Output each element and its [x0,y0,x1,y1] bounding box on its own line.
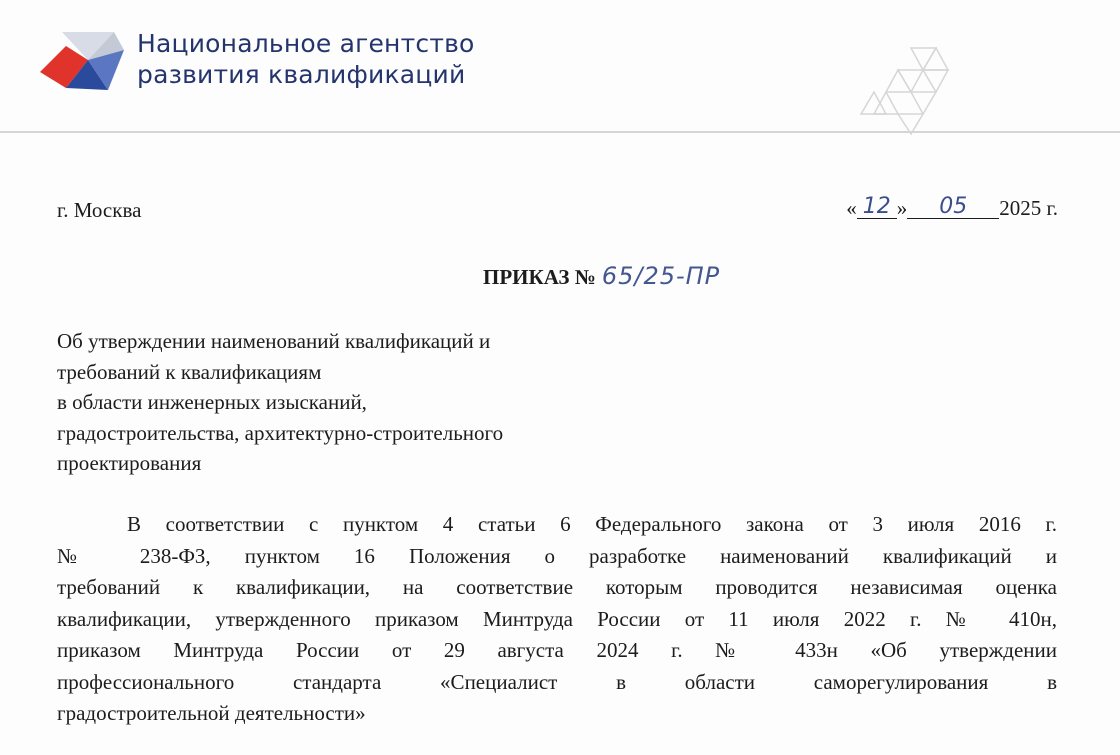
letterhead [0,0,1120,140]
triangle-lattice-icon [856,46,966,136]
order-number: 65/25-ПР [601,262,721,290]
body-line: В соответствии с пунктом 4 статьи 6 Федерального закона от 3 июля 2016 г. [127,512,1057,536]
subject-line: требований к квалификациям [57,359,322,384]
subject-line: градостроительства, архитектурно-строительного [57,420,504,445]
body-line: № 238-ФЗ, пунктом 16 Положения о разработке наименований квалификаций и [57,543,1057,568]
order-heading [483,262,720,290]
body-line: градостроительной деятельности» [57,701,366,725]
organization-name-line2: развития квалификаций [137,60,466,89]
nark-logo-icon [36,26,126,102]
header-divider [0,131,1120,133]
body-line: профессионального стандарта «Специалист в области саморегулирования в [57,669,1057,694]
order-date [846,196,1058,221]
place: г. Москва [57,198,142,222]
organization-name [137,28,475,90]
order-subject [57,326,503,479]
order-body [57,509,1057,730]
date-open-quote: « [846,196,857,220]
date-day: 12 [857,196,897,219]
subject-line: в области инженерных изысканий, [57,390,367,414]
body-line: квалификации, утвержденного приказом Минтруда России от 11 июля 2022 г. № 410н, [57,606,1057,631]
date-year: 2025 г. [999,196,1058,220]
organization-name-line1: Национальное агентство [137,29,475,58]
body-line: требований к квалификации, на соответствие которым проводится независимая оценка [57,575,1057,599]
body-line: приказом Минтруда России от 29 августа 2024 г. № 433н «Об утверждении [57,638,1057,662]
subject-line: проектирования [57,451,202,475]
subject-line: Об утверждении наименований квалификаций и [57,329,491,353]
order-label: ПРИКАЗ № [483,265,596,289]
date-close-quote: » [896,196,908,220]
date-month: 05 [907,196,999,219]
